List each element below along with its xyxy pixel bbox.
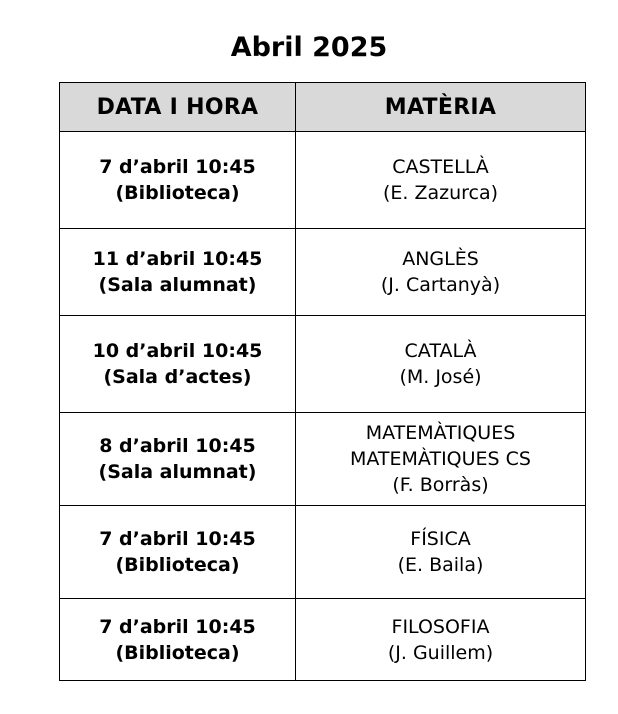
location-text: (Sala alumnat) — [98, 274, 257, 296]
location-text: (Sala d’actes) — [103, 366, 252, 388]
subject-name: FÍSICA — [410, 528, 471, 550]
subject-cell — [296, 599, 586, 681]
subject-name: CASTELLÀ — [392, 156, 489, 178]
teacher-name: (E. Zazurca) — [382, 182, 499, 204]
location-text: (Sala alumnat) — [98, 461, 257, 483]
table-row — [60, 316, 586, 413]
date-time-text: 7 d’abril 10:45 — [99, 528, 256, 550]
location-text: (Biblioteca) — [115, 554, 240, 576]
date-time-text: 10 d’abril 10:45 — [92, 340, 263, 362]
table-row — [60, 413, 586, 506]
date-time-text: 8 d’abril 10:45 — [99, 435, 256, 457]
table-row — [60, 506, 586, 599]
subject-cell — [296, 413, 586, 506]
date-cell — [60, 132, 296, 229]
subject-name: CATALÀ — [404, 340, 477, 362]
teacher-name: (F. Borràs) — [392, 474, 489, 496]
teacher-name: (E. Baila) — [397, 554, 484, 576]
location-text: (Biblioteca) — [115, 182, 240, 204]
column-header-subject: MATÈRIA — [296, 83, 586, 132]
date-time-text: 11 d’abril 10:45 — [92, 248, 263, 270]
teacher-name: (J. Guillem) — [387, 641, 494, 664]
subject-name: ANGLÈS — [402, 248, 479, 270]
date-time-text: 7 d’abril 10:45 — [99, 156, 256, 178]
exam-schedule-table — [59, 82, 586, 681]
date-cell — [60, 229, 296, 316]
subject-cell — [296, 132, 586, 229]
column-header-date: DATA I HORA — [60, 83, 296, 132]
subject-cell — [296, 229, 586, 316]
subject-cell — [296, 316, 586, 413]
teacher-name: (M. José) — [399, 366, 482, 388]
subject-name: FILOSOFIA — [391, 615, 490, 638]
date-time-text: 7 d’abril 10:45 — [99, 615, 256, 638]
date-cell — [60, 413, 296, 506]
location-text: (Biblioteca) — [115, 641, 240, 664]
date-cell — [60, 316, 296, 413]
subject-name-secondary: MATEMÀTIQUES CS — [350, 448, 531, 470]
table-header-row — [60, 83, 586, 132]
subject-cell — [296, 506, 586, 599]
table-row — [60, 132, 586, 229]
table-row — [60, 599, 586, 681]
date-cell — [60, 599, 296, 681]
date-cell — [60, 506, 296, 599]
table-row — [60, 229, 586, 316]
subject-name: MATEMÀTIQUES — [365, 422, 516, 444]
teacher-name: (J. Cartanyà) — [380, 274, 501, 296]
page-title: Abril 2025 — [230, 32, 388, 63]
